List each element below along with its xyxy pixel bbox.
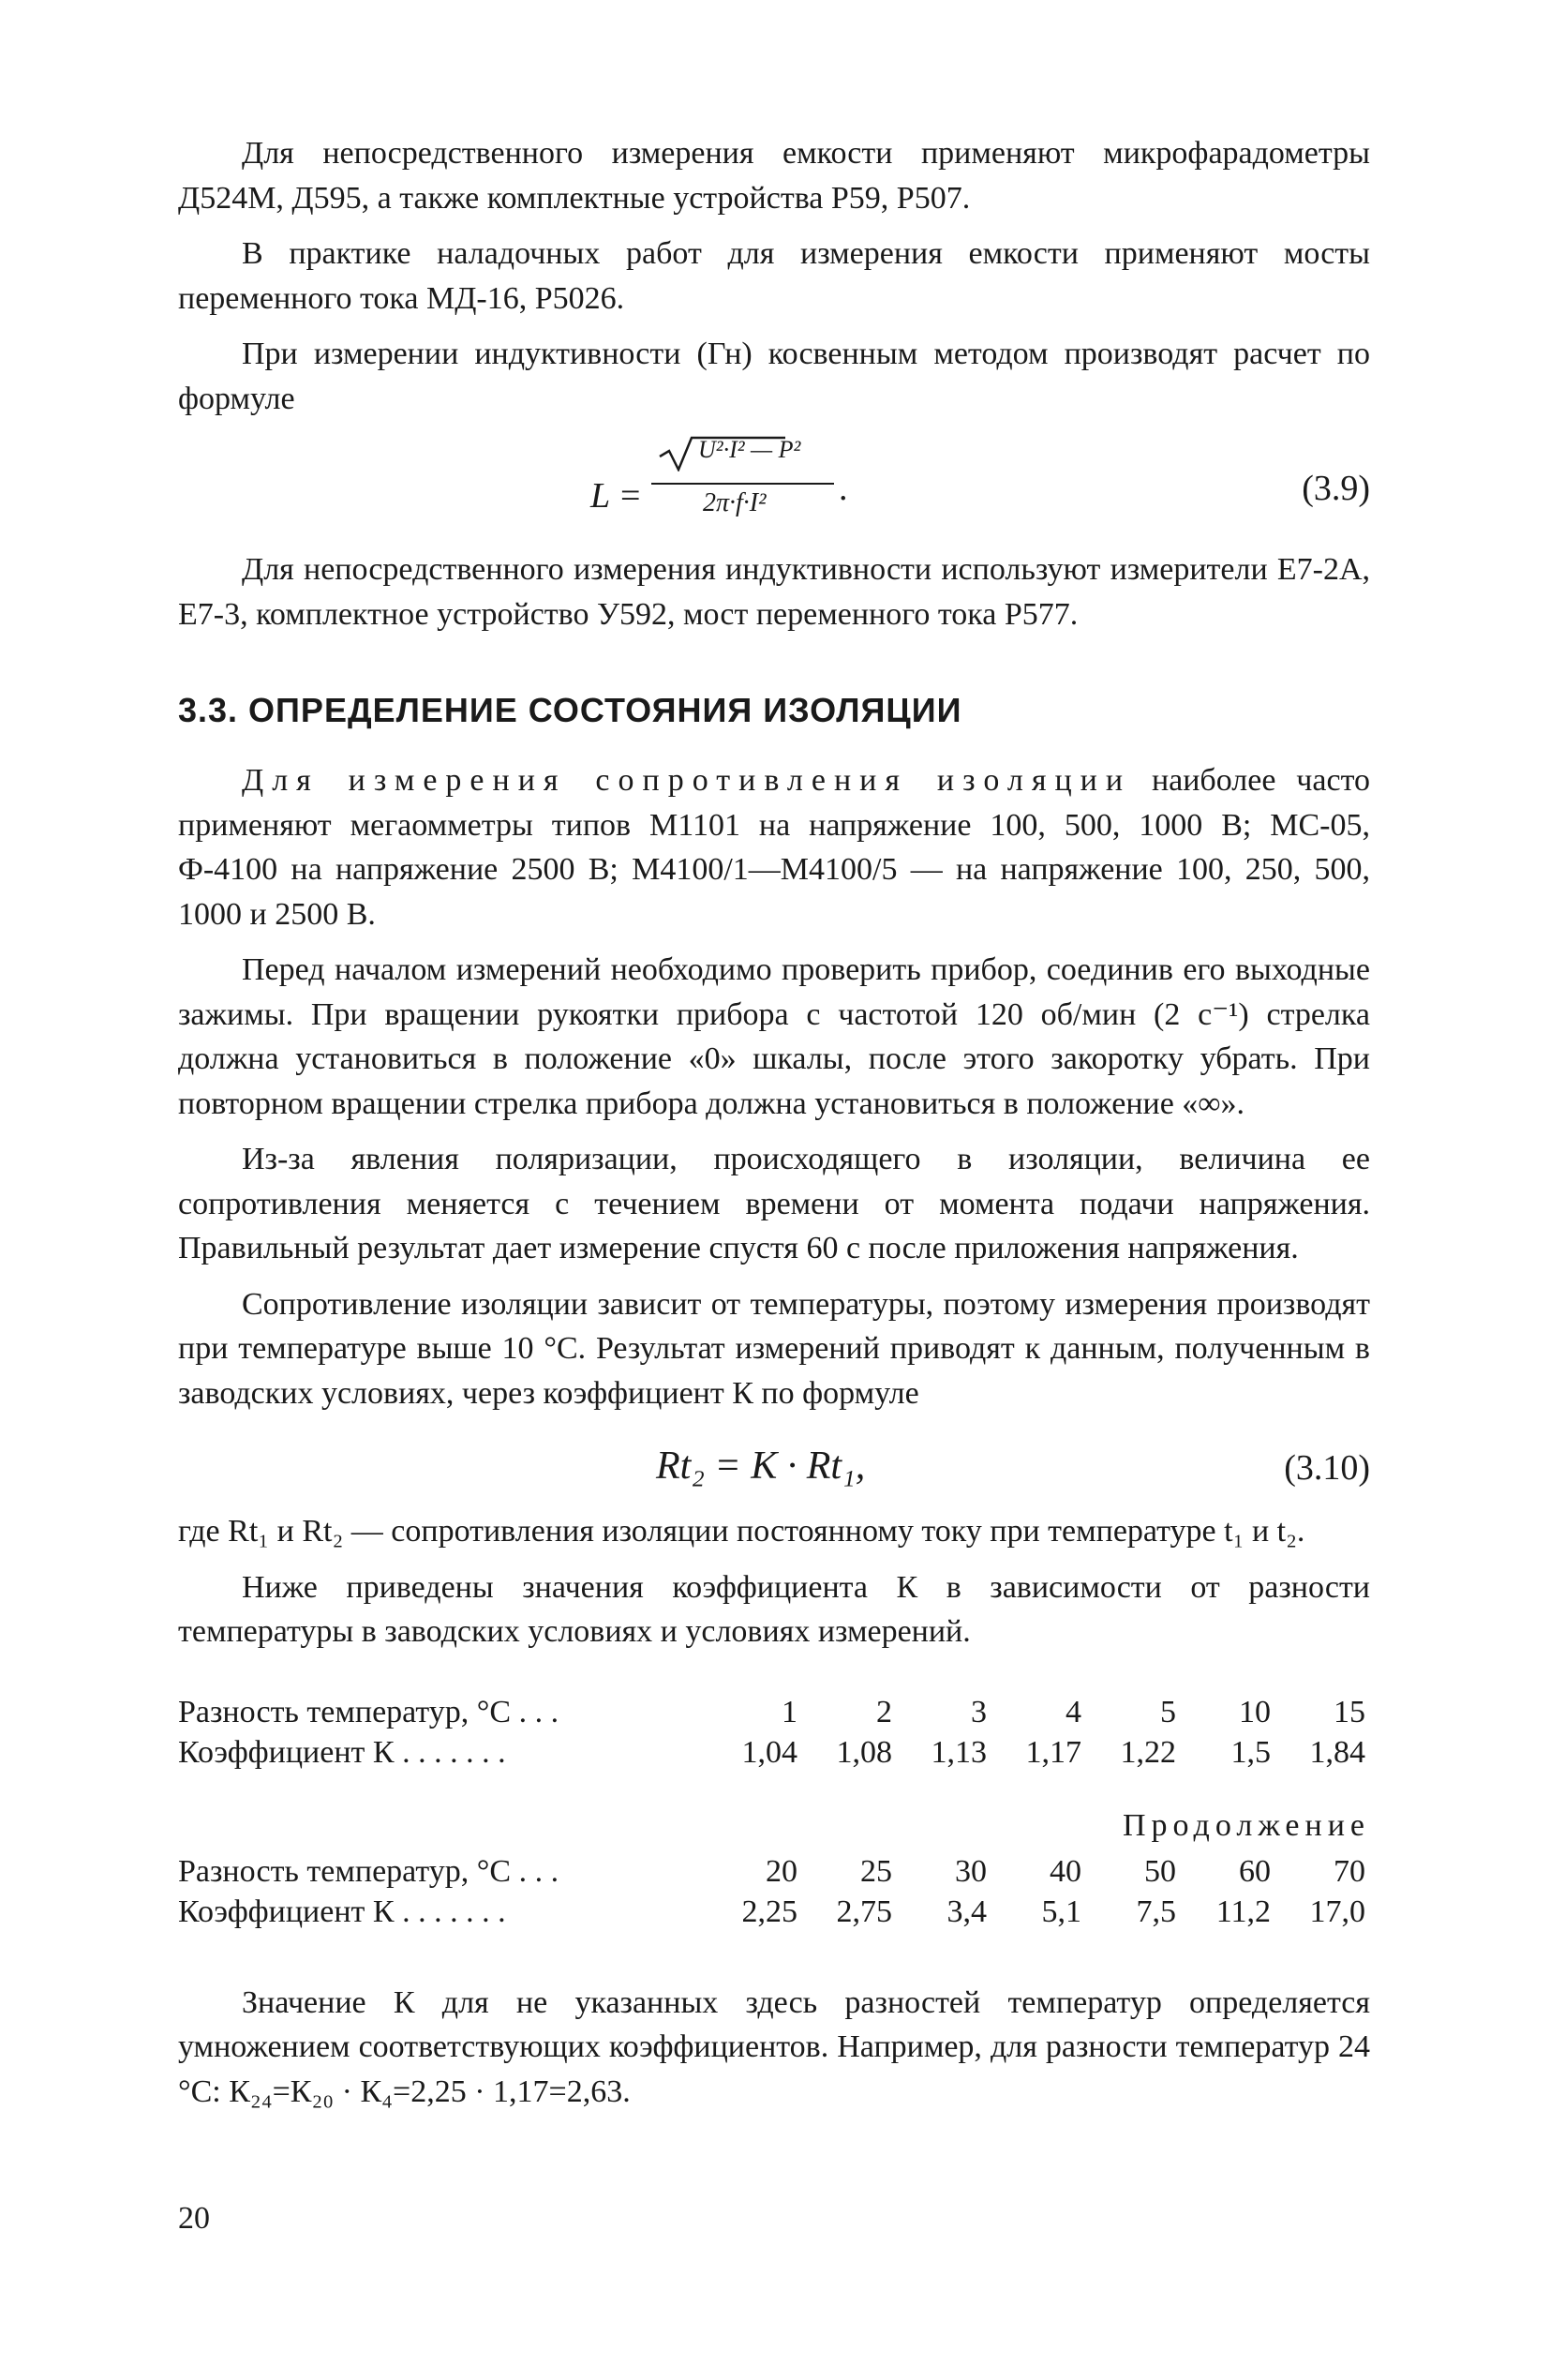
table-cell: 11,2 <box>1215 1894 1271 1929</box>
spaced-phrase: Для измерения сопротивления изоляции <box>242 763 1132 798</box>
formula-numerator: U²·I² — P² <box>698 436 801 463</box>
formula-3-10 <box>178 1415 1370 1509</box>
paragraph-instrument-check: Перед началом измерений необходимо проверить прибор, соединив его выходные зажимы. При вращении рукоятки прибора с частотой 120 об/мин (2 с⁻¹) стрелка должна установиться в положение «0» шкалы, после этого закоротку убрать. При повторном вращении стрелка прибора должна установиться в положение «∞». <box>178 952 1370 1121</box>
paragraph-ac-bridges: В практике наладочных работ для измерения емкости применяют мосты переменного тока МД-16, Р5026. <box>178 236 1370 316</box>
table-cell: 7,5 <box>1136 1894 1176 1929</box>
table-cell: 70 <box>1334 1853 1365 1889</box>
table-cell: 60 <box>1239 1853 1271 1889</box>
table-cell: 1 <box>782 1694 797 1729</box>
row-label: Коэффициент К . . . . . . . <box>178 1894 506 1929</box>
table-cell: 2,25 <box>741 1894 797 1929</box>
paragraph-final: Значение К для не указанных здесь разностей температур определяется умножением соответствующих коэффициентов. Например, для разности температур 24 °С: К₂₄=К₂₀ · К₄=2,25 · 1,17=2,63. <box>178 1984 1370 2109</box>
table-cell: 1,17 <box>1025 1734 1081 1770</box>
coefficient-table-1 <box>178 1692 1370 1773</box>
table-cell: 1,08 <box>836 1734 892 1770</box>
table-cell: 2 <box>876 1694 892 1729</box>
table-cell: 2,75 <box>836 1894 892 1929</box>
coefficient-table-2 <box>178 1851 1370 1932</box>
paragraph-megohmmeters <box>178 758 1370 936</box>
paragraph-inductance-formula-intro: При измерении индуктивности (Гн) косвенным методом производят расчет по формуле <box>178 337 1370 416</box>
paragraph-capacitance-meters: Для непосредственного измерения емкости применяют микрофарадометры Д524М, Д595, а также комплектные устройства Р59, Р507. <box>178 136 1370 216</box>
table-cell: 1,22 <box>1120 1734 1176 1770</box>
table-cell: 4 <box>1066 1694 1081 1729</box>
table-cell: 3,4 <box>946 1894 987 1929</box>
page-body <box>178 131 1370 2114</box>
table-row <box>178 1892 1370 1932</box>
paragraph-polarization: Из-за явления поляризации, происходящего в изоляции, величина ее сопротивления меняется с течением времени от момента подачи напряжения. Правильный результат дает измерение спустя 60 с после приложения напряжения. <box>178 1142 1370 1265</box>
table-row <box>178 1732 1370 1773</box>
formula-3-9: L = U²·I² — P² 2π·f·I² . (3.9) <box>590 436 1370 517</box>
formula-lhs: L <box>590 476 611 516</box>
paragraph-temperature: Сопротивление изоляции зависит от температуры, поэтому измерения производят при температуре выше 10 °С. Результат измерений приводят к данным, полученным в заводских условиях, через коэффициент К по формуле <box>178 1286 1370 1411</box>
table-row <box>178 1692 1370 1732</box>
table-cell: 10 <box>1239 1694 1271 1729</box>
formula-denominator: 2π·f·I² <box>703 488 767 517</box>
paragraph-inductance-meters: Для непосредственного измерения индуктивности используют измерители Е7-2А, Е7-3, комплектное устройство У592, мост переменного тока Р577. <box>178 552 1370 632</box>
table-cell: 17,0 <box>1309 1894 1365 1929</box>
table-cell: 25 <box>860 1853 892 1889</box>
continuation-label: Продолжение <box>1122 1807 1370 1843</box>
row-label: Коэффициент К . . . . . . . <box>178 1734 506 1770</box>
fraction-bar <box>651 483 834 485</box>
paragraph-table-intro: Ниже приведены значения коэффициента К в зависимости от разности температуры в заводских условиях и условиях измерений. <box>178 1569 1370 1649</box>
table-row <box>178 1851 1370 1892</box>
table-cell: 5,1 <box>1041 1894 1081 1929</box>
page-number: 20 <box>178 2201 210 2236</box>
table-cell: 1,5 <box>1230 1734 1271 1770</box>
table-cell: 50 <box>1144 1853 1176 1889</box>
table-cell: 15 <box>1334 1694 1365 1729</box>
table-cell: 30 <box>955 1853 987 1889</box>
paragraph-where: где Rt₁ и Rt₂ — сопротивления изоляции постоянному току при температуре t₁ и t₂. <box>178 1514 1305 1549</box>
row-label: Разность температур, °С . . . <box>178 1853 559 1889</box>
table-cell: 20 <box>766 1853 797 1889</box>
table-cell: 1,04 <box>741 1734 797 1770</box>
formula-number: (3.10) <box>1284 1448 1370 1488</box>
row-label: Разность температур, °С . . . <box>178 1694 559 1729</box>
table-cell: 3 <box>971 1694 987 1729</box>
table-cell: 1,13 <box>931 1734 987 1770</box>
formula-text: Rt₂ = K · Rt₁, <box>656 1444 866 1488</box>
paragraph-megohmmeters-rest: наиболее часто применяют мегаомметры типов М1101 на напряжение 100, 500, 1000 В; МС-05, Ф-4100 на напряжение 2500 В; М4100/1—М4100/5 — на напряжение 100, 250, 500, 1000 и 2500 В. <box>178 763 1370 932</box>
section-heading: 3.3. ОПРЕДЕЛЕНИЕ СОСТОЯНИЯ ИЗОЛЯЦИИ <box>178 691 962 729</box>
table-cell: 1,84 <box>1309 1734 1365 1770</box>
table-cell: 5 <box>1160 1694 1176 1729</box>
table-cell: 40 <box>1050 1853 1081 1889</box>
formula-number: (3.9) <box>1302 469 1370 508</box>
